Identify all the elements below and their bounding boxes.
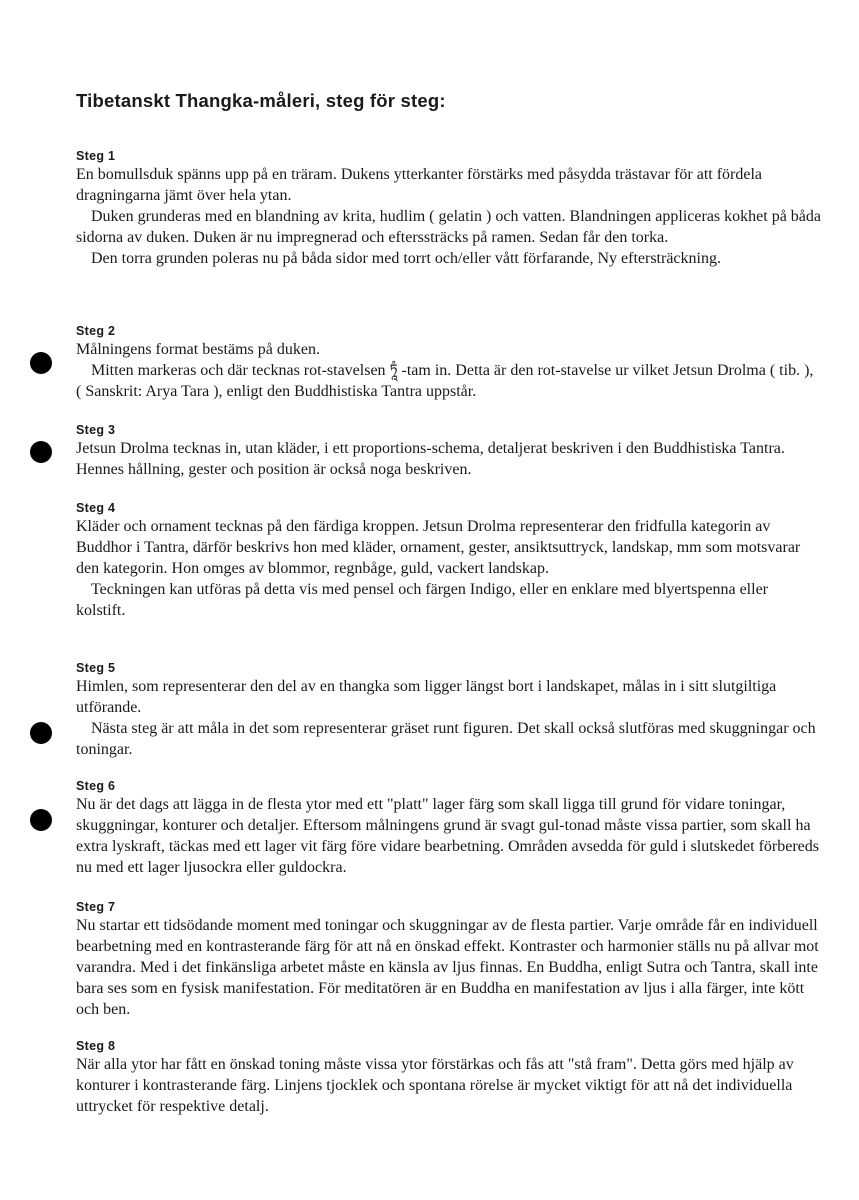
step-5 [76,660,821,760]
step-8 [76,1038,821,1117]
step-4 [76,500,821,621]
step-3 [76,422,821,480]
step-paragraph: När alla ytor har fått en önskad toning måste vissa ytor förstärkas och fås att "stå fram". Detta görs med hjälp av konturer i kontrasterande färg. Linjens tjocklek och spontana rörelse är mycket viktigt för att nå det individuella uttrycket för respektive detalj. [76,1056,794,1115]
step-text: -tam in. Detta är den rot-stavelse ur vilket Jetsun Drolma ( tib. ), ( Sanskrit: Arya Tara ), enligt den Buddhistiska Tantra uppstår. [76,362,814,400]
binder-hole [30,441,52,463]
step-heading: Steg 8 [76,1039,116,1053]
step-paragraph: Nu är det dags att lägga in de flesta ytor med ett "platt" lager färg som skall ligga till grund för vidare toningar, skuggningar, konturer och detaljer. Eftersom målningens grund är svagt gul-tonad måste vissa partier, som skall ha extra lyskraft, täckas med ett lager vit färg före vidare bearbetning. Områden avsedda för guld i slutskedet förbereds nu med ett lager ljusockra eller guldockra. [76,796,819,876]
binder-hole [30,722,52,744]
step-1 [76,148,821,269]
step-paragraph: Nästa steg är att måla in det som representerar gräset runt figuren. Det skall också slutföras med skuggningar och toningar. [76,720,816,758]
step-heading: Steg 5 [76,661,116,675]
step-2 [76,323,821,402]
step-paragraph [76,360,821,402]
step-paragraph: En bomullsduk spänns upp på en träram. Dukens ytterkanter förstärks med påsydda trästavar för att fördela dragningarna jämt över hela ytan. [76,166,763,204]
step-paragraph: Duken grunderas med en blandning av krita, hudlim ( gelatin ) och vatten. Blandningen appliceras kokhet på båda sidorna av duken. Duken är nu impregnerad och efterssträcks på ramen. Sedan får den torka. [76,208,821,246]
step-paragraph: Kläder och ornament tecknas på den färdiga kroppen. Jetsun Drolma representerar den fridfulla kategorin av Buddhor i Tantra, därför beskrivs hon med kläder, ornament, gester, ansiktsuttryck, landskap, mm som motsvarar den kategorin. Hon omges av blommor, regnbåge, guld, vackert landskap. [76,518,801,577]
step-text: Mitten markeras och där tecknas rot-stavelsen [91,362,386,379]
step-heading: Steg 4 [76,501,116,515]
step-paragraph: Nu startar ett tidsödande moment med toningar och skuggningar av de flesta partier. Varje område får en individuell bearbetning med en kontrasterande färg för att nå en önskad effekt. Kontraster och harmonier ställs nu på allvar mot varandra. Med i det finkänsliga arbetet måste en känsla av ljus finnas. En Buddha, enligt Sutra och Tantra, skall inte bara ses som en fysisk manifestation. För meditatören är en Buddha en manifestation av ljus i alla färger, inte kött och ben. [76,917,819,1018]
step-paragraph: Jetsun Drolma tecknas in, utan kläder, i ett proportions-schema, detaljerat beskriven i den Buddhistiska Tantra. Hennes hållning, gester och position är också noga beskriven. [76,440,785,478]
step-heading: Steg 7 [76,900,116,914]
step-paragraph: Teckningen kan utföras på detta vis med pensel och färgen Indigo, eller en enklare med blyertspenna eller kolstift. [76,581,768,619]
step-paragraph: Den torra grunden poleras nu på båda sidor med torrt och/eller vått förfarande, Ny eftersträckning. [91,250,721,267]
step-heading: Steg 2 [76,324,116,338]
step-paragraph: Målningens format bestäms på duken. [76,341,320,358]
step-paragraph: Himlen, som representerar den del av en thangka som ligger längst bort i landskapet, målas in i sitt slutgiltiga utförande. [76,678,777,716]
step-heading: Steg 6 [76,779,116,793]
tibetan-syllable-glyph: ཏཱཾ [389,362,398,378]
step-7 [76,899,821,1020]
step-6 [76,778,821,878]
step-heading: Steg 1 [76,149,116,163]
binder-hole [30,352,52,374]
document-title: Tibetanskt Thangka-måleri, steg för steg: [76,90,446,111]
binder-hole [30,809,52,831]
step-heading: Steg 3 [76,423,116,437]
